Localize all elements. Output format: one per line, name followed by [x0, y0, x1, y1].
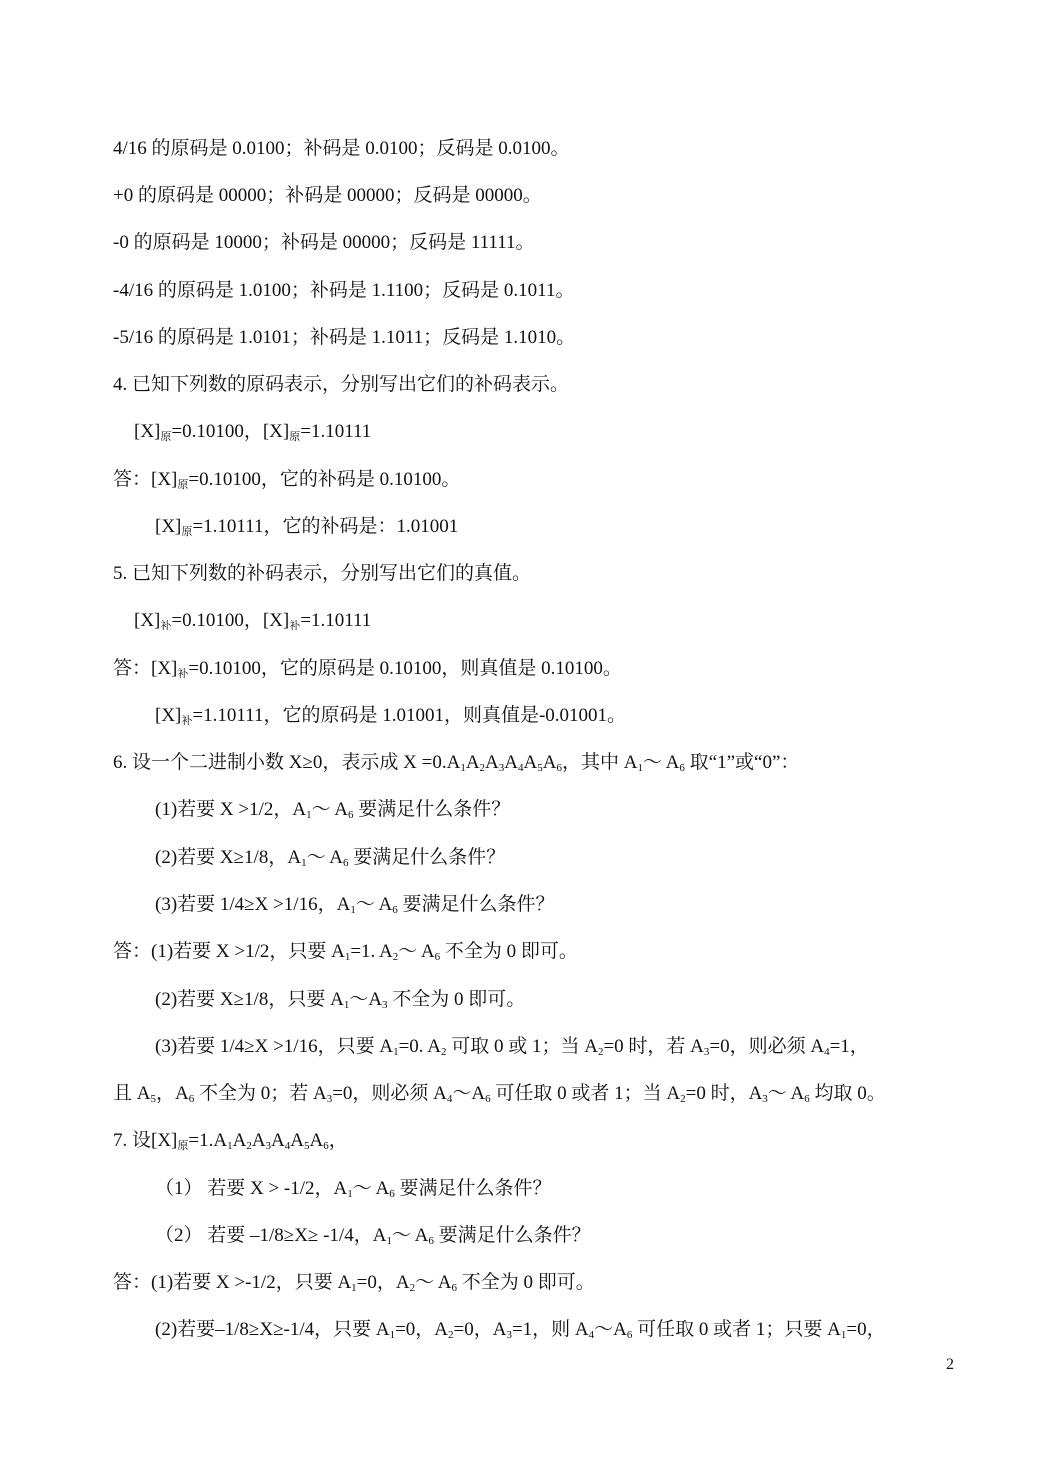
answer-4-line-1: 答：$[X]_原=0.10100$，它的补码是 0.10100。	[113, 469, 461, 491]
question-5-given: $[X]_补=0.10100$，$[X]_补=1.10111$	[134, 610, 372, 632]
answer-6-part-3-cont: 且 $A_5$，$A_6$ 不全为 0；若 $A_3=0$，则必须 $A_4\sim A_6$ 可任取 0 或者 1；当 $A_2=0$ 时，$A_3\sim$ $A_6$ 均取 0。	[113, 1083, 886, 1105]
answer-4-line-2: $[X]_原=1.10111$，它的补码是：1.01001	[155, 516, 459, 538]
question-4-given: $[X]_原=0.10100$，$[X]_原=1.10111$	[134, 421, 372, 443]
text-line-1: 4/16 的原码是 0.0100；补码是 0.0100；反码是 0.0100。	[113, 138, 570, 159]
question-7: 7. 设$[X]_原=1.A_1A_2A_3A_4A_5A_6$，	[113, 1130, 348, 1152]
question-6-part-3: (3)若要 1/4≥X >1/16，$A_1\sim$ $A_6$ 要满足什么条件？	[155, 894, 555, 916]
question-4: 4. 已知下列数的原码表示，分别写出它们的补码表示。	[113, 374, 570, 395]
question-6-part-2: (2)若要 X≥1/8，$A_1\sim$ $A_6$ 要满足什么条件？	[155, 847, 506, 869]
answer-6-part-3: (3)若要 1/4≥X >1/16，只要 $A_1=0$. $A_2$ 可取 0 或 1；当 $A_2=0$ 时，若 $A_3=0$，则必须 $A_4=1$，	[155, 1036, 869, 1058]
answer-5-line-2: $[X]_补=1.10111$，它的原码是 1.01001，则真值是-0.01001。	[155, 705, 627, 727]
question-7-part-2: （2） 若要 –1/8≥X≥ -1/4，$A_1\sim$ $A_6$ 要满足什么条件？	[155, 1225, 591, 1247]
text-line-5: -5/16 的原码是 1.0101；补码是 1.1011；反码是 1.1010。	[113, 327, 576, 348]
question-7-part-1: （1） 若要 X > -1/2，$A_1\sim$ $A_6$ 要满足什么条件？	[155, 1178, 552, 1200]
text-line-4: -4/16 的原码是 1.0100；补码是 1.1100；反码是 0.1011。	[113, 280, 575, 301]
answer-6-part-1: 答：(1)若要 X >1/2，只要 $A_1=1$. $A_2\sim$ $A_6$ 不全为 0 即可。	[113, 941, 578, 963]
question-6: 6. 设一个二进制小数 X≥0，表示成 $X =0.A_1A_2A_3A_4A_5A_6$，其中 $A_1\sim$ $A_6$ 取“1”或“0”：	[113, 752, 800, 774]
answer-5-line-1: 答：$[X]_补=0.10100$，它的原码是 0.10100，则真值是 0.10100。	[113, 658, 622, 680]
text-line-3: -0 的原码是 10000；补码是 00000；反码是 11111。	[113, 232, 535, 253]
page-number: 2	[946, 1356, 954, 1373]
answer-7-part-2: (2)若要–1/8≥X≥-1/4，只要 $A_1=0$，$A_2=0$，$A_3=1$，则 $A_4\sim A_6$ 可任取 0 或者 1；只要 $A_1=0$，	[155, 1319, 886, 1341]
question-5: 5. 已知下列数的补码表示，分别写出它们的真值。	[113, 563, 532, 584]
answer-6-part-2: (2)若要 X≥1/8，只要 $A_1\sim A_3$ 不全为 0 即可。	[155, 989, 526, 1011]
answer-7-part-1: 答：(1)若要 X >-1/2，只要 $A_1=0$，$A_2\sim$ $A_6$ 不全为 0 即可。	[113, 1272, 595, 1294]
text-line-2: +0 的原码是 00000；补码是 00000；反码是 00000。	[113, 185, 542, 206]
question-6-part-1: (1)若要 X >1/2，$A_1\sim$ $A_6$ 要满足什么条件？	[155, 799, 511, 821]
